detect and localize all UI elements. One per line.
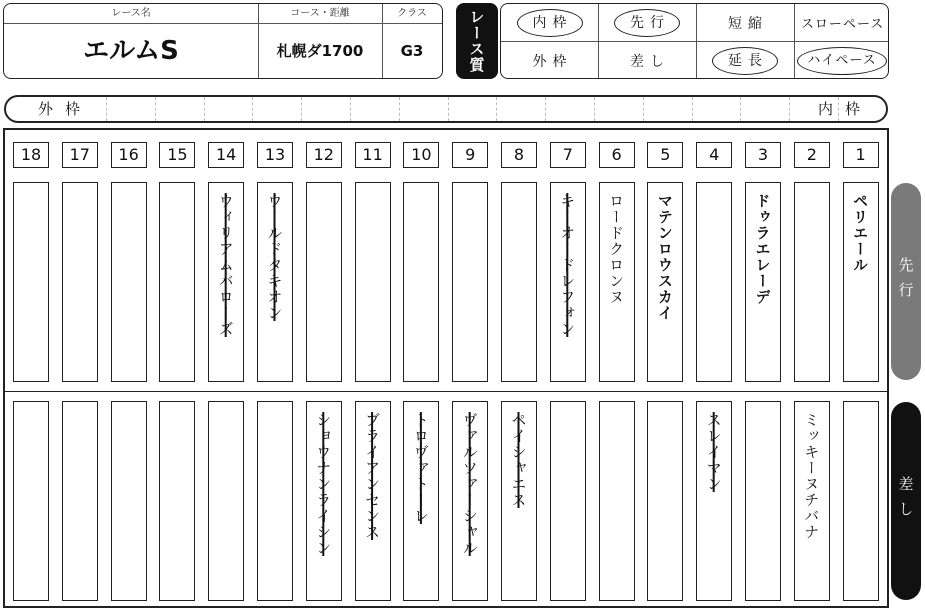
gate-number: 10 (403, 142, 439, 168)
gate-number: 9 (452, 142, 488, 168)
horse-name: ショウナンライシン (314, 412, 333, 556)
race-quality-option-label: ハイペース (797, 47, 886, 75)
sashi-lane (62, 401, 98, 601)
gate-number: 4 (696, 142, 732, 168)
senko-lane (306, 182, 342, 382)
sashi-lane (696, 401, 732, 601)
gate-number: 17 (62, 142, 98, 168)
senko-lane (843, 182, 879, 382)
race-quality-option-label: 外枠 (532, 53, 573, 70)
gate-number: 7 (550, 142, 586, 168)
senko-lane (452, 182, 488, 382)
horse-name: ペイシャエス (509, 412, 528, 508)
horse-name: ミッキーヌチバナ (802, 412, 821, 540)
senko-lane (550, 182, 586, 382)
strip-guide (692, 97, 693, 121)
sashi-lane (452, 401, 488, 601)
track-position-strip (4, 95, 888, 123)
sashi-lane (599, 401, 635, 601)
horse-name: ウールドタキオン (265, 193, 284, 321)
horse-name: マテンロウスカイ (655, 193, 674, 321)
horse-name: ペリエール (851, 193, 870, 273)
gate-number: 14 (208, 142, 244, 168)
course-distance: 札幌ダ1700 (276, 42, 364, 60)
senko-lane (745, 182, 781, 382)
race-name: エルムS (83, 36, 179, 66)
sashi-tab: 差し (891, 402, 921, 600)
gate-number: 2 (794, 142, 830, 168)
senko-lane (501, 182, 537, 382)
senko-lane (208, 182, 244, 382)
row-divider (5, 391, 887, 392)
senko-lane (355, 182, 391, 382)
race-quality-grid (500, 3, 889, 79)
horse-name: ブライアンセンス (363, 412, 382, 540)
sashi-lane (843, 401, 879, 601)
sashi-lane (403, 401, 439, 601)
gate-number: 3 (745, 142, 781, 168)
strip-guide (448, 97, 449, 121)
horse-name: ウィリアムバローズ (216, 193, 235, 337)
senko-lane (599, 182, 635, 382)
senko-lane (696, 182, 732, 382)
senko-lane (62, 182, 98, 382)
strip-guide (594, 97, 595, 121)
strip-guide (887, 97, 888, 121)
senko-lane (257, 182, 293, 382)
horse-name: スレイマン (704, 412, 723, 492)
gate-number: 11 (355, 142, 391, 168)
sashi-lane (794, 401, 830, 601)
strip-guide (643, 97, 644, 121)
race-quality-option (501, 4, 598, 41)
gate-number: 6 (599, 142, 635, 168)
race-quality-option-label: 先行 (614, 9, 680, 37)
gate-number: 15 (159, 142, 195, 168)
horse-position-grid (3, 128, 889, 608)
race-quality-option-label: 短縮 (728, 15, 768, 32)
gate-number: 1 (843, 142, 879, 168)
strip-guide (204, 97, 205, 121)
sashi-lane (550, 401, 586, 601)
race-quality-option (794, 42, 890, 79)
strip-guide (740, 97, 741, 121)
race-quality-option-label: 内枠 (517, 9, 583, 37)
strip-guide (789, 97, 790, 121)
race-quality-option-label: 延長 (712, 47, 778, 75)
race-name-header: レース名 (111, 8, 151, 19)
sashi-lane (355, 401, 391, 601)
sashi-lane (745, 401, 781, 601)
strip-guide (838, 97, 839, 121)
gate-number: 13 (257, 142, 293, 168)
strip-guide (155, 97, 156, 121)
strip-guide (301, 97, 302, 121)
race-quality-option (501, 42, 598, 79)
race-quality-option-label: 差し (630, 53, 670, 70)
strip-guide (106, 97, 107, 121)
gate-number: 8 (501, 142, 537, 168)
race-quality-option (794, 4, 890, 41)
race-quality-option-label: スローペース (800, 17, 885, 32)
sashi-lane (647, 401, 683, 601)
gate-number: 16 (111, 142, 147, 168)
race-quality-option (696, 42, 794, 79)
sashi-lane (306, 401, 342, 601)
horse-name: キーオードレフォン (558, 193, 577, 337)
sashi-lane (13, 401, 49, 601)
gate-number: 18 (13, 142, 49, 168)
senko-lane (647, 182, 683, 382)
course-header: コース・距離 (290, 8, 350, 19)
race-quality-option (598, 42, 696, 79)
horse-name: ヴァルツァーシャル (460, 412, 479, 556)
inner-gate-label: 内枠 (818, 100, 873, 118)
sashi-lane (208, 401, 244, 601)
race-quality-option (696, 4, 794, 41)
sashi-lane (501, 401, 537, 601)
race-quality-option (598, 4, 696, 41)
class-header: クラス (397, 8, 427, 19)
senko-lane (159, 182, 195, 382)
gate-number: 12 (306, 142, 342, 168)
strip-guide (399, 97, 400, 121)
gate-number: 5 (647, 142, 683, 168)
sashi-lane (111, 401, 147, 601)
outer-gate-label: 外枠 (38, 100, 93, 118)
strip-guide (350, 97, 351, 121)
race-class: G3 (400, 42, 424, 60)
sashi-lane (159, 401, 195, 601)
strip-guide (252, 97, 253, 121)
race-quality-label: レース質 (456, 3, 498, 79)
senko-lane (794, 182, 830, 382)
senko-lane (403, 182, 439, 382)
horse-name: トロヴァトーレ (411, 412, 430, 524)
strip-guide (545, 97, 546, 121)
senko-lane (111, 182, 147, 382)
senko-lane (13, 182, 49, 382)
sashi-lane (257, 401, 293, 601)
horse-name: ドゥラエレーデ (753, 193, 772, 305)
race-info-box (3, 3, 443, 79)
strip-guide (496, 97, 497, 121)
horse-name: ロードクロンヌ (607, 193, 626, 305)
senko-tab: 先行 (891, 183, 921, 380)
